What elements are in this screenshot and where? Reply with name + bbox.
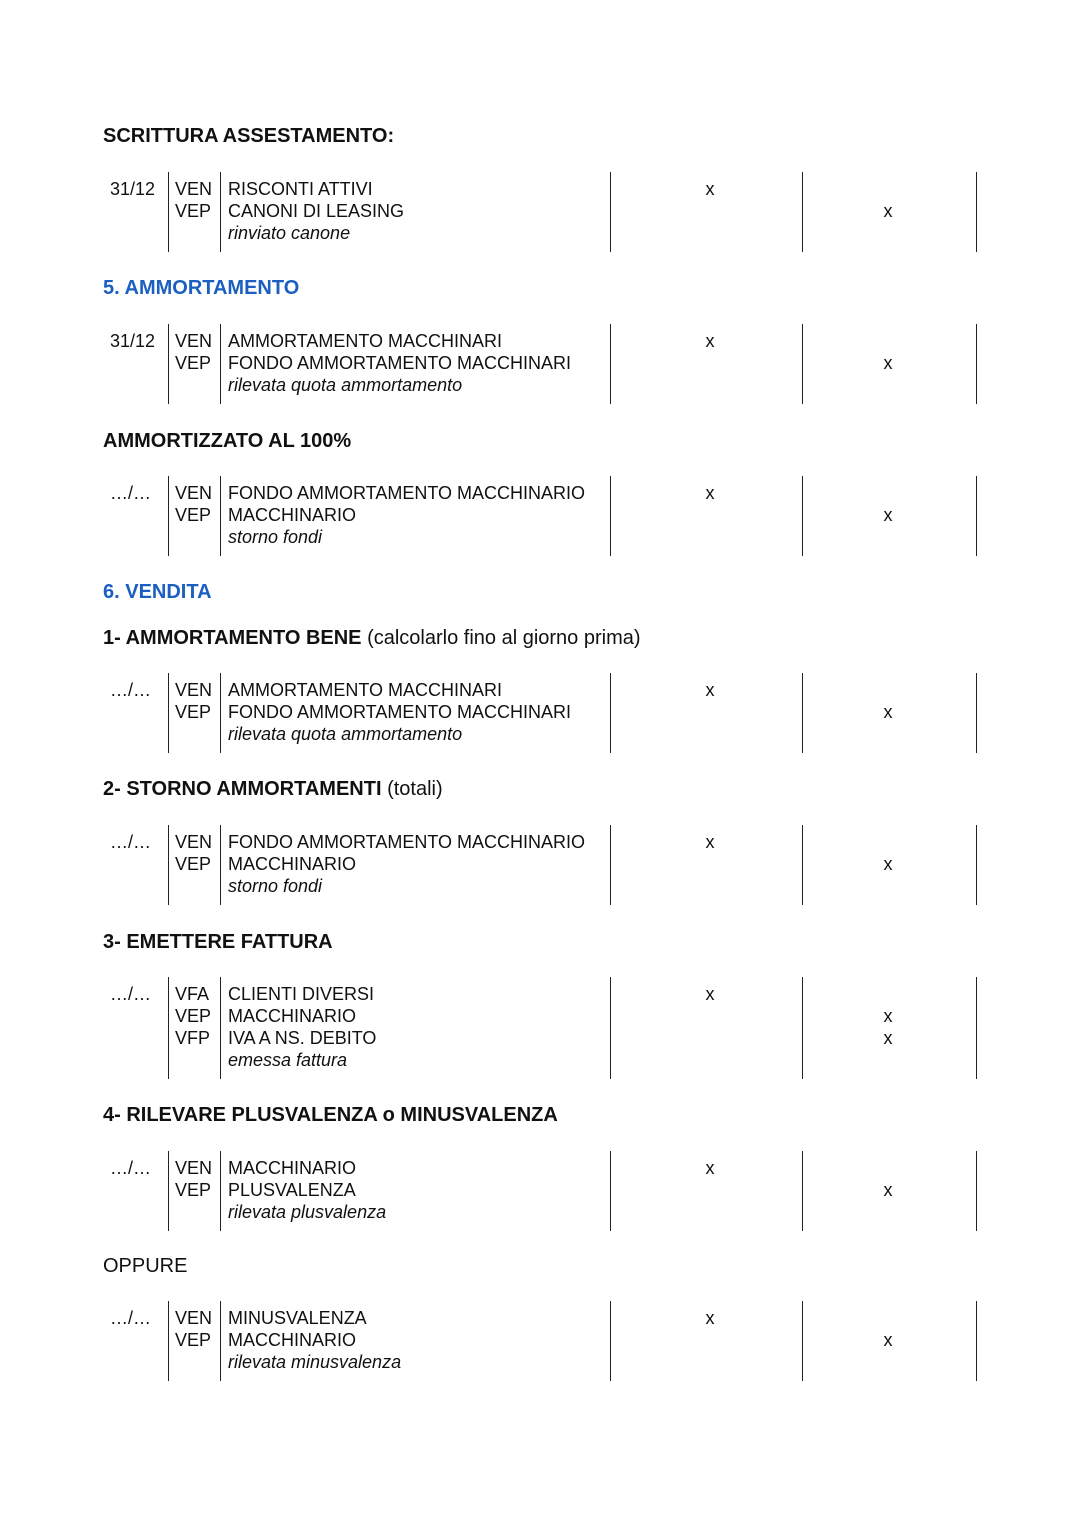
entry-description: rilevata quota ammortamento — [228, 375, 463, 395]
dare-divider — [610, 1151, 611, 1231]
avere-divider — [802, 324, 803, 404]
entry-accounts — [228, 1307, 401, 1373]
journal-entry — [0, 1301, 1080, 1381]
account-name: FONDO AMMORTAMENTO MACCHINARIO — [228, 483, 586, 503]
dare-divider — [610, 476, 611, 556]
dare-divider — [610, 673, 611, 753]
account-name: RISCONTI ATTIVI — [228, 179, 373, 199]
account-name: FONDO AMMORTAMENTO MACCHINARI — [228, 702, 572, 722]
account-code: VEP — [175, 1330, 212, 1350]
entry-accounts — [228, 983, 376, 1071]
dare-divider — [610, 324, 611, 404]
dare-mark: x — [705, 483, 715, 503]
avere-mark: x — [883, 201, 893, 221]
entry-accounts — [228, 482, 585, 548]
date-divider — [168, 1151, 169, 1231]
avere-mark: x — [883, 505, 893, 525]
journal-entry — [0, 977, 1080, 1079]
journal-entry — [0, 172, 1080, 252]
entry-codes — [175, 679, 212, 723]
account-code: VEP — [175, 505, 212, 525]
account-name: CANONI DI LEASING — [228, 201, 405, 221]
account-code: VEP — [175, 1180, 212, 1200]
dare-mark: x — [705, 1308, 715, 1328]
dare-mark: x — [705, 179, 715, 199]
account-name: FONDO AMMORTAMENTO MACCHINARIO — [228, 832, 586, 852]
journal-entry — [0, 825, 1080, 905]
entry-accounts — [228, 679, 571, 745]
date-divider — [168, 172, 169, 252]
account-code: VFP — [175, 1028, 211, 1048]
account-name: MACCHINARIO — [228, 1006, 357, 1026]
right-border — [976, 825, 977, 905]
account-code: VEN — [175, 832, 213, 852]
code-divider — [220, 673, 221, 753]
section-heading-ammortizzato: AMMORTIZZATO AL 100% — [103, 430, 352, 452]
journal-entry — [0, 1151, 1080, 1231]
date-divider — [168, 1301, 169, 1381]
avere-mark: x — [883, 1330, 893, 1350]
avere-divider — [802, 673, 803, 753]
entry-codes — [175, 1307, 212, 1351]
step-heading-4: 4- RILEVARE PLUSVALENZA o MINUSVALENZA — [103, 1104, 558, 1126]
dare-mark: x — [705, 1158, 715, 1178]
dare-divider — [610, 172, 611, 252]
account-code: VEN — [175, 1308, 213, 1328]
entry-date: …/… — [110, 832, 152, 852]
right-border — [976, 1151, 977, 1231]
avere-divider — [802, 1151, 803, 1231]
account-code: VEP — [175, 201, 212, 221]
avere-divider — [802, 172, 803, 252]
entry-codes — [175, 831, 212, 875]
account-code: VFA — [175, 984, 210, 1004]
entry-codes — [175, 330, 212, 374]
entry-accounts — [228, 1157, 386, 1223]
entry-description: rilevata minusvalenza — [228, 1352, 402, 1372]
account-code: VEN — [175, 483, 213, 503]
date-divider — [168, 825, 169, 905]
section-heading-vendita: 6. VENDITA — [103, 581, 212, 603]
dare-mark: x — [705, 832, 715, 852]
code-divider — [220, 172, 221, 252]
entry-date: …/… — [110, 680, 152, 700]
entry-accounts — [228, 330, 571, 396]
entry-date: …/… — [110, 984, 152, 1004]
account-code: VEN — [175, 331, 213, 351]
account-code: VEP — [175, 854, 212, 874]
entry-description: emessa fattura — [228, 1050, 348, 1070]
entry-date: …/… — [110, 483, 152, 503]
code-divider — [220, 977, 221, 1079]
code-divider — [220, 1301, 221, 1381]
account-code: VEP — [175, 1006, 212, 1026]
account-name: CLIENTI DIVERSI — [228, 984, 375, 1004]
right-border — [976, 172, 977, 252]
account-name: AMMORTAMENTO MACCHINARI — [228, 331, 503, 351]
entry-description: storno fondi — [228, 527, 323, 547]
avere-divider — [802, 1301, 803, 1381]
dare-mark: x — [705, 984, 715, 1004]
dare-mark: x — [705, 331, 715, 351]
account-name: MACCHINARIO — [228, 505, 357, 525]
entry-date: 31/12 — [110, 331, 156, 351]
entry-codes — [175, 1157, 212, 1201]
dare-divider — [610, 977, 611, 1079]
avere-divider — [802, 825, 803, 905]
step-heading-1: 1- AMMORTAMENTO BENE (calcolarlo fino al giorno prima) — [103, 627, 641, 649]
entry-description: rilevata plusvalenza — [228, 1202, 387, 1222]
date-divider — [168, 977, 169, 1079]
right-border — [976, 476, 977, 556]
right-border — [976, 1301, 977, 1381]
entry-date: …/… — [110, 1158, 152, 1178]
account-name: IVA A NS. DEBITO — [228, 1028, 377, 1048]
code-divider — [220, 825, 221, 905]
entry-codes — [175, 983, 211, 1049]
step-heading-2: 2- STORNO AMMORTAMENTI (totali) — [103, 778, 443, 800]
entry-codes — [175, 178, 212, 222]
avere-divider — [802, 476, 803, 556]
avere-mark: x — [883, 702, 893, 722]
account-code: VEP — [175, 353, 212, 373]
journal-entry — [0, 673, 1080, 753]
date-divider — [168, 476, 169, 556]
section-heading-ammortamento: 5. AMMORTAMENTO — [103, 277, 300, 299]
oppure-label: OPPURE — [103, 1255, 188, 1277]
dare-mark: x — [705, 680, 715, 700]
account-name: MACCHINARIO — [228, 854, 357, 874]
account-code: VEN — [175, 179, 213, 199]
journal-entry — [0, 476, 1080, 556]
step-heading-3: 3- EMETTERE FATTURA — [103, 931, 333, 953]
account-name: MACCHINARIO — [228, 1158, 357, 1178]
right-border — [976, 977, 977, 1079]
code-divider — [220, 476, 221, 556]
date-divider — [168, 673, 169, 753]
entry-date: 31/12 — [110, 179, 156, 199]
section-heading-assestamento: SCRITTURA ASSESTAMENTO: — [103, 125, 395, 147]
right-border — [976, 673, 977, 753]
dare-divider — [610, 825, 611, 905]
entry-accounts — [228, 831, 585, 897]
avere-mark: x — [883, 854, 893, 874]
account-code: VEN — [175, 1158, 213, 1178]
account-name: MINUSVALENZA — [228, 1308, 367, 1328]
entry-description: rinviato canone — [228, 223, 351, 243]
entry-description: storno fondi — [228, 876, 323, 896]
account-code: VEP — [175, 702, 212, 722]
entry-accounts — [228, 178, 404, 244]
date-divider — [168, 324, 169, 404]
avere-mark: x — [883, 1180, 893, 1200]
account-name: AMMORTAMENTO MACCHINARI — [228, 680, 503, 700]
entry-description: rilevata quota ammortamento — [228, 724, 463, 744]
avere-mark: x — [883, 353, 893, 373]
journal-entry — [0, 324, 1080, 404]
entry-date: …/… — [110, 1308, 152, 1328]
avere-mark: x — [883, 1006, 893, 1026]
dare-divider — [610, 1301, 611, 1381]
account-code: VEN — [175, 680, 213, 700]
account-name: MACCHINARIO — [228, 1330, 357, 1350]
avere-mark: x — [883, 1028, 893, 1048]
code-divider — [220, 324, 221, 404]
avere-divider — [802, 977, 803, 1079]
account-name: FONDO AMMORTAMENTO MACCHINARI — [228, 353, 572, 373]
account-name: PLUSVALENZA — [228, 1180, 356, 1200]
entry-codes — [175, 482, 212, 526]
right-border — [976, 324, 977, 404]
code-divider — [220, 1151, 221, 1231]
